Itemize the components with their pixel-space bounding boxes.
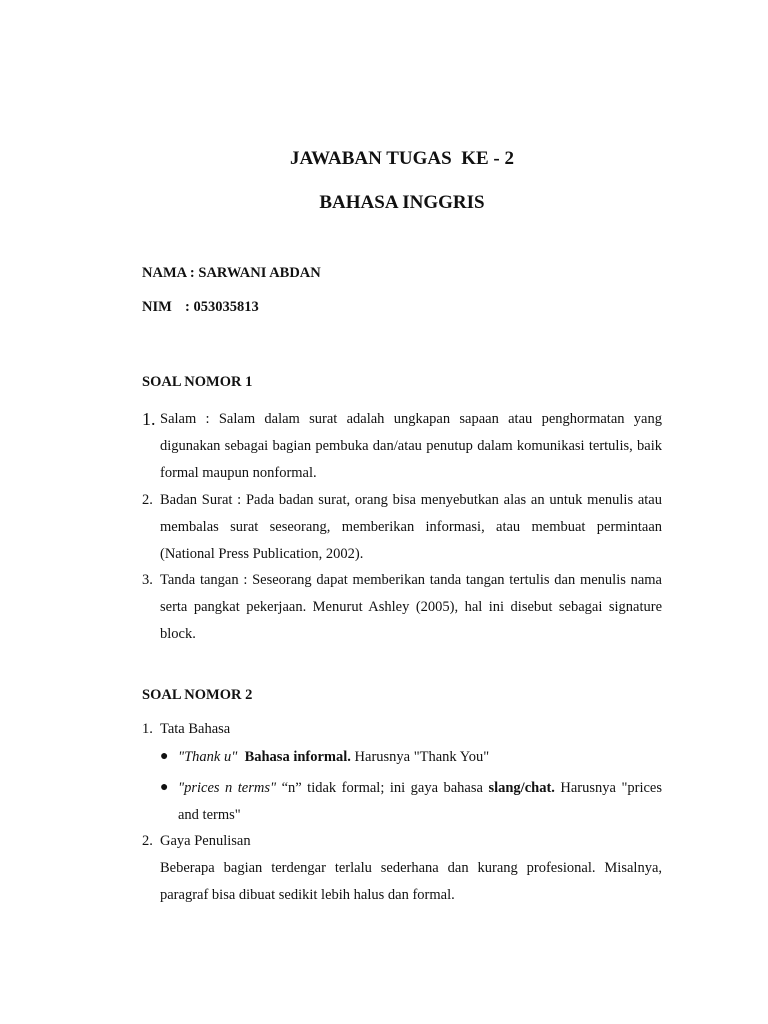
bullet-quote: "Thank u" — [178, 749, 238, 765]
bullet-bold: slang/chat. — [488, 780, 555, 796]
soal1-item-1 — [142, 406, 662, 486]
bullet-rest: Harusnya "Thank You" — [350, 749, 490, 765]
soal1-item-2 — [142, 487, 662, 567]
bullet-rest: Harusnya "prices and terms" — [178, 780, 662, 823]
bullet-bold: Bahasa informal. — [244, 749, 351, 765]
document-subtitle: BAHASA INGGRIS — [319, 192, 485, 213]
nim-label: NIM — [142, 299, 172, 315]
soal2-item-2 — [142, 828, 662, 908]
item-text: Salam : Salam dalam surat adalah ungkapan sapaan atau penghormatan yang digunakan sebagai bagian pembuka dan/atau penutup dalam komunikasi tertulis, baik formal maupun nonformal. — [160, 411, 662, 481]
soal2-item-1 — [142, 716, 662, 743]
item-label: Tata Bahasa — [160, 721, 231, 737]
name-value: SARWANI ABDAN — [198, 265, 321, 281]
document-title: JAWABAN TUGAS KE - 2 — [290, 148, 514, 169]
bullet-mid: “n” tidak formal; ini gaya bahasa — [276, 780, 489, 796]
item-number: 2. — [142, 492, 153, 508]
bullet-quote: "prices n terms" — [178, 780, 277, 796]
item-number: 1. — [142, 721, 153, 737]
item-number: 2. — [142, 833, 153, 849]
student-nim-line — [142, 299, 259, 316]
student-name-line — [142, 265, 321, 282]
soal1-heading: SOAL NOMOR 1 — [142, 374, 253, 390]
item-number: 3. — [142, 572, 153, 588]
item-number: 1. — [142, 409, 156, 429]
soal1-item-3 — [142, 567, 662, 647]
name-label: NAMA : — [142, 265, 199, 281]
nim-value: 053035813 — [193, 299, 259, 315]
soal2-bullet-2 — [158, 775, 662, 829]
item-text: Beberapa bagian terdengar terlalu sederhana dan kurang profesional. Misalnya, paragraf bisa dibuat sedikit lebih halus dan formal. — [160, 859, 662, 903]
bullet-dot-icon: ● — [160, 749, 169, 764]
soal2-bullet-1 — [158, 744, 662, 771]
soal2-heading: SOAL NOMOR 2 — [142, 687, 253, 703]
bullet-dot-icon: ● — [160, 780, 169, 795]
item-text: Tanda tangan : Seseorang dapat memberikan tanda tangan tertulis dan menulis nama serta pangkat pekerjaan. Menurut Ashley (2005), hal ini disebut sebagai signature block. — [160, 572, 662, 642]
item-label: Gaya Penulisan — [160, 833, 251, 849]
item-text: Badan Surat : Pada badan surat, orang bisa menyebutkan alas an untuk menulis atau membalas surat seseorang, memberikan informasi, atau membuat permintaan (National Press Publication, 2002). — [160, 492, 662, 562]
nim-separator: : — [185, 299, 194, 315]
